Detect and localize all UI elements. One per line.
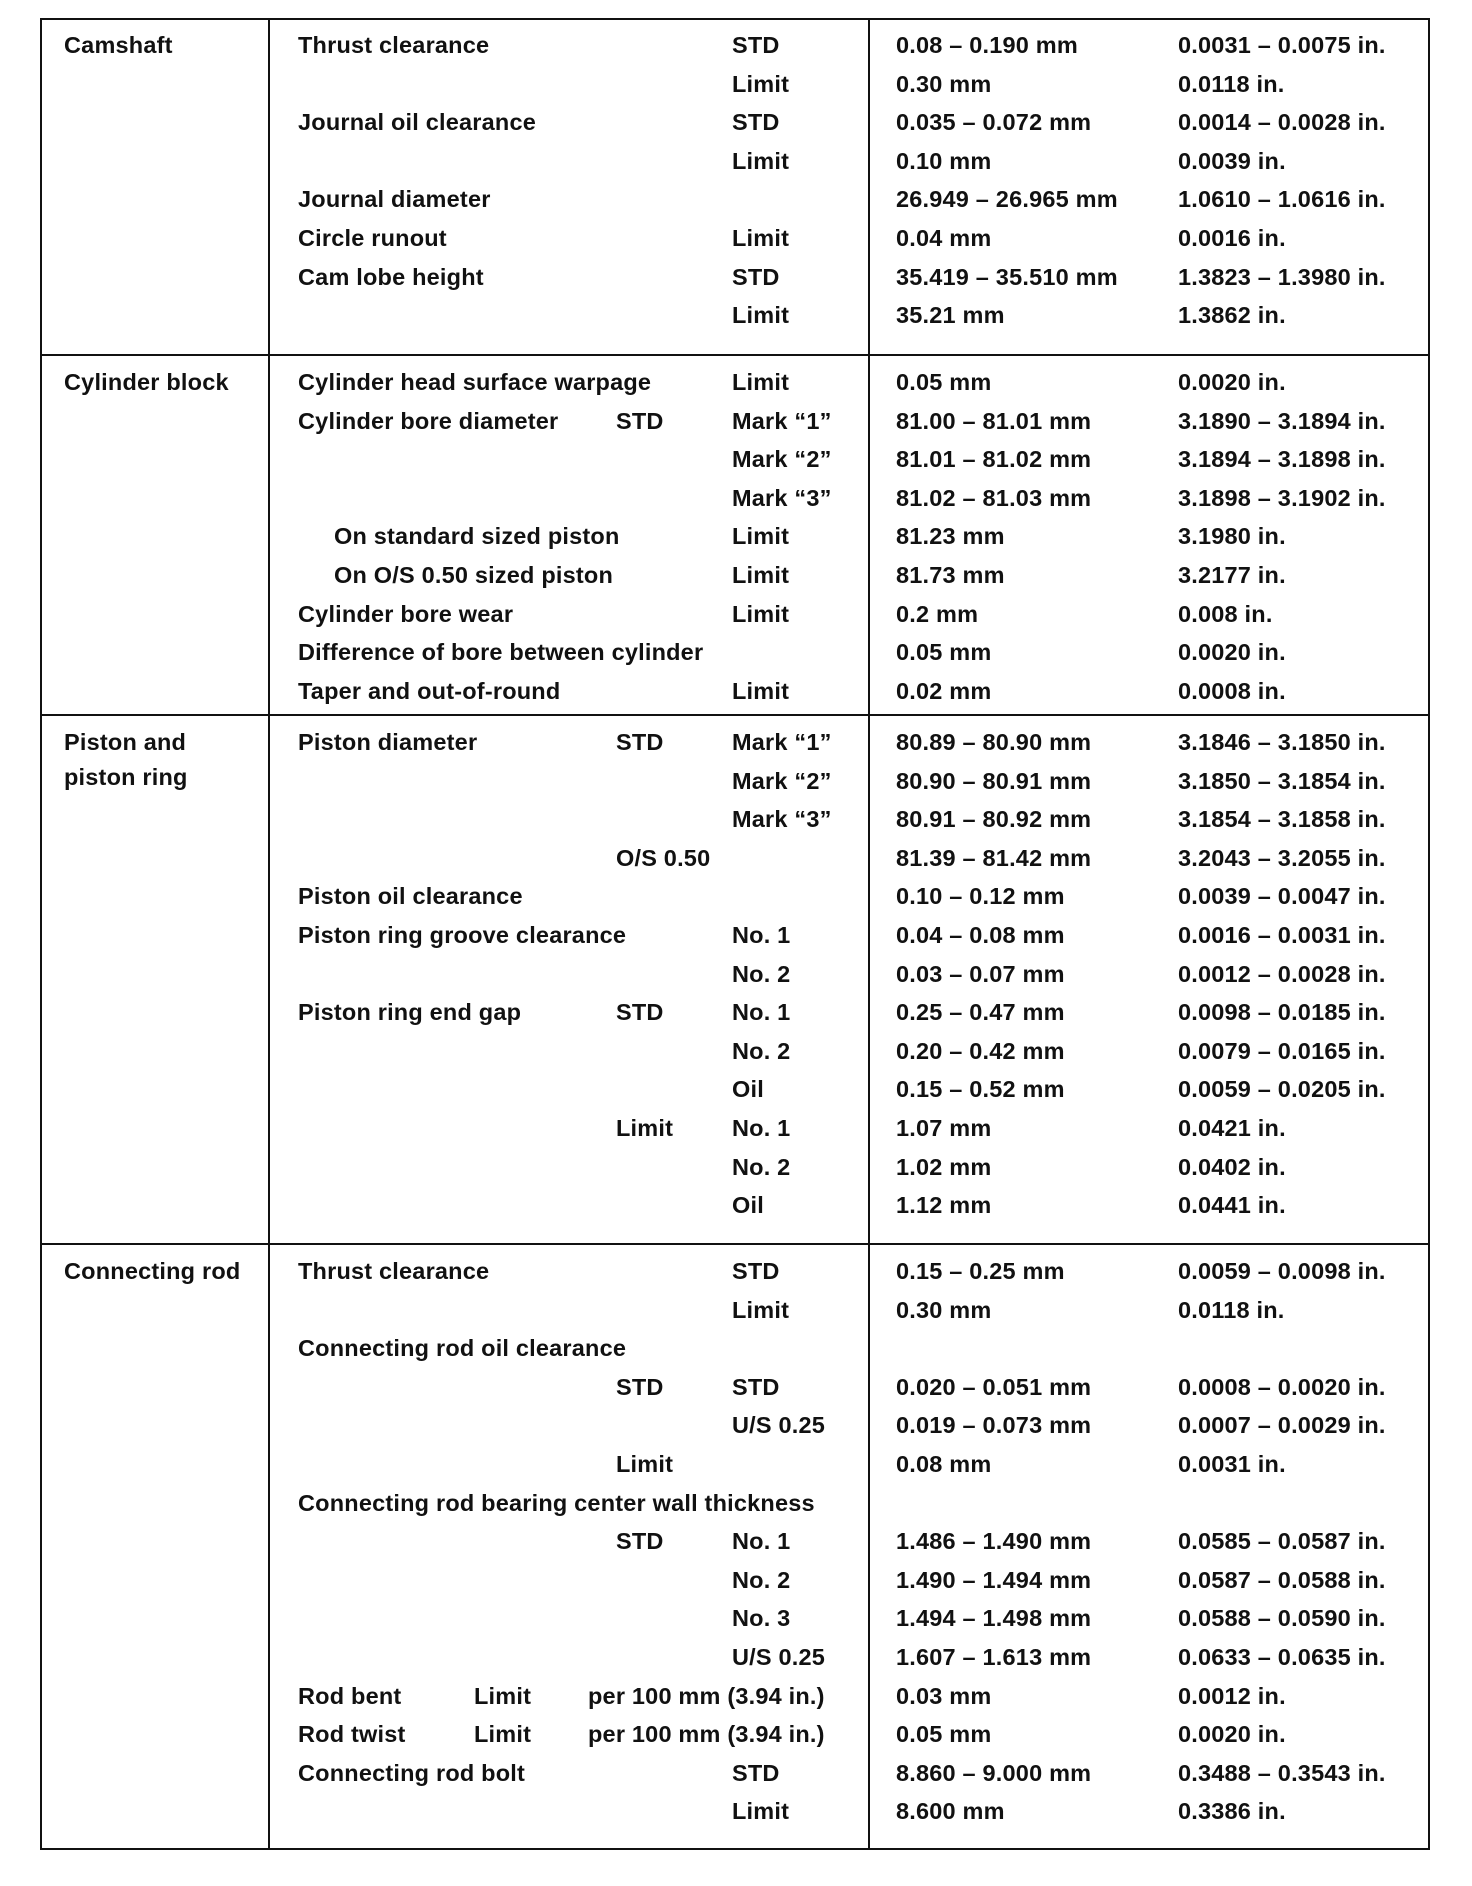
spec-sub-condition: Limit [474,1721,532,1748]
spec-condition: Limit [732,523,790,550]
spec-item-label: Piston ring groove clearance [298,922,627,948]
spec-item-label: Taper and out-of-round [298,677,561,704]
value-column-divider [868,18,870,1848]
spec-item-label: Cylinder bore wear [298,600,514,627]
spec-item-label: Connecting rod oil clearance [298,1335,627,1362]
spec-item-label: On standard sized piston [334,523,620,550]
metric-value: 81.01 – 81.02 mm [896,446,1092,473]
imperial-value: 3.1980 in. [1178,523,1286,550]
spec-item-label: Journal oil clearance [298,109,536,136]
spec-condition: Limit [732,147,790,174]
spec-condition: Limit [732,369,790,395]
imperial-value: 0.3386 in. [1178,1798,1286,1825]
spec-sub-condition: STD [616,1528,664,1555]
metric-value: 0.04 mm [896,225,992,251]
table-border-top [40,18,1430,20]
imperial-value: 0.0633 – 0.0635 in. [1178,1644,1386,1670]
metric-value: 0.30 mm [896,70,992,97]
spec-condition: No. 1 [732,922,791,948]
table-border-left [40,18,42,1850]
metric-value: 0.2 mm [896,600,979,627]
category-column-divider [268,18,270,1848]
spec-condition: No. 1 [732,1115,791,1141]
metric-value: 1.12 mm [896,1192,992,1219]
imperial-value: 0.0059 – 0.0205 in. [1178,1076,1386,1103]
imperial-value: 1.3862 in. [1178,302,1286,329]
metric-value: 81.02 – 81.03 mm [896,484,1092,511]
imperial-value: 3.1894 – 3.1898 in. [1178,446,1386,473]
metric-value: 0.25 – 0.47 mm [896,999,1065,1026]
imperial-value: 0.0118 in. [1178,1296,1285,1323]
spec-sub-condition: Limit [616,1115,674,1141]
imperial-value: 0.0118 in. [1178,70,1285,97]
spec-condition: No. 3 [732,1605,791,1632]
metric-value: 0.03 mm [896,1682,992,1709]
metric-value: 0.15 – 0.52 mm [896,1076,1065,1103]
spec-condition: Mark “2” [732,446,832,473]
spec-condition: U/S 0.25 [732,1412,826,1439]
spec-sub-condition: STD [616,999,664,1026]
imperial-value: 3.1890 – 3.1894 in. [1178,407,1386,434]
imperial-value: 0.0421 in. [1178,1115,1286,1141]
metric-value: 0.03 – 0.07 mm [896,960,1065,987]
spec-item-label: Connecting rod bolt [298,1759,526,1786]
imperial-value: 3.1898 – 3.1902 in. [1178,484,1386,511]
spec-item-label: Thrust clearance [298,1258,490,1284]
metric-value: 0.05 mm [896,1721,992,1748]
imperial-value: 0.0587 – 0.0588 in. [1178,1566,1386,1593]
spec-item-label: Circle runout [298,225,447,251]
spec-item-label: Piston diameter [298,729,478,755]
spec-sub-condition: Limit [474,1682,532,1709]
spec-condition: Limit [732,677,790,704]
table-border-bottom [40,1848,1430,1850]
spec-item-label: Piston oil clearance [298,883,523,910]
imperial-value: 0.0441 in. [1178,1192,1286,1219]
spec-condition: Oil [732,1192,764,1219]
metric-value: 0.019 – 0.073 mm [896,1412,1092,1439]
spec-condition: U/S 0.25 [732,1644,826,1670]
spec-condition: Oil [732,1076,764,1103]
metric-value: 35.21 mm [896,302,1005,329]
metric-value: 1.486 – 1.490 mm [896,1528,1092,1555]
spec-condition: Limit [732,1296,790,1323]
metric-value: 1.02 mm [896,1153,992,1180]
imperial-value: 0.3488 – 0.3543 in. [1178,1759,1386,1786]
spec-condition: STD [732,263,780,290]
metric-value: 0.05 mm [896,369,992,395]
imperial-value: 0.0059 – 0.0098 in. [1178,1258,1386,1284]
spec-sub-condition: STD [616,729,664,755]
category-label: Connecting rod [64,1258,241,1284]
section-divider [40,354,1430,356]
metric-value: 0.10 mm [896,147,992,174]
imperial-value: 0.0020 in. [1178,369,1286,395]
spec-condition: No. 2 [732,1037,791,1064]
imperial-value: 0.0008 – 0.0020 in. [1178,1373,1386,1400]
metric-value: 0.08 – 0.190 mm [896,32,1078,58]
spec-note: per 100 mm (3.94 in.) [588,1682,825,1709]
spec-condition: Limit [732,225,790,251]
imperial-value: 0.0020 in. [1178,1721,1286,1748]
spec-condition: Mark “1” [732,729,832,755]
metric-value: 0.20 – 0.42 mm [896,1037,1065,1064]
spec-condition: Limit [732,562,790,588]
spec-condition: STD [732,1373,780,1400]
imperial-value: 0.0039 – 0.0047 in. [1178,883,1386,910]
metric-value: 8.860 – 9.000 mm [896,1759,1092,1786]
imperial-value: 0.0016 in. [1178,225,1286,251]
spec-condition: Mark “3” [732,806,832,833]
metric-value: 1.07 mm [896,1115,992,1141]
spec-condition: Mark “1” [732,407,832,434]
imperial-value: 0.0402 in. [1178,1153,1286,1180]
metric-value: 1.494 – 1.498 mm [896,1605,1092,1632]
spec-condition: Limit [732,1798,790,1825]
imperial-value: 0.0014 – 0.0028 in. [1178,109,1386,136]
category-label: Piston and [64,729,187,755]
imperial-value: 1.0610 – 1.0616 in. [1178,186,1386,213]
imperial-value: 0.0585 – 0.0587 in. [1178,1528,1386,1555]
imperial-value: 3.2043 – 3.2055 in. [1178,844,1386,871]
spec-condition: No. 1 [732,999,791,1026]
spec-item-label: Piston ring end gap [298,999,522,1026]
category-label: Camshaft [64,32,173,58]
imperial-value: 0.0031 – 0.0075 in. [1178,32,1386,58]
spec-item-label: Thrust clearance [298,32,490,58]
metric-value: 0.02 mm [896,677,992,704]
metric-value: 35.419 – 35.510 mm [896,263,1118,290]
metric-value: 0.04 – 0.08 mm [896,922,1065,948]
imperial-value: 0.0039 in. [1178,147,1286,174]
section-divider [40,714,1430,716]
spec-item-label: Cam lobe height [298,263,484,290]
imperial-value: 3.1850 – 3.1854 in. [1178,767,1386,794]
metric-value: 8.600 mm [896,1798,1005,1825]
metric-value: 0.30 mm [896,1296,992,1323]
spec-condition: STD [732,1759,780,1786]
spec-condition: STD [732,1258,780,1284]
spec-condition: No. 2 [732,960,791,987]
imperial-value: 0.0016 – 0.0031 in. [1178,922,1386,948]
metric-value: 0.020 – 0.051 mm [896,1373,1092,1400]
imperial-value: 0.0031 in. [1178,1451,1286,1477]
metric-value: 0.035 – 0.072 mm [896,109,1092,136]
imperial-value: 3.1854 – 3.1858 in. [1178,806,1386,833]
spec-condition: Limit [732,302,790,329]
imperial-value: 0.0012 – 0.0028 in. [1178,960,1386,987]
metric-value: 81.23 mm [896,523,1005,550]
spec-condition: STD [732,32,780,58]
spec-sub-condition: STD [616,1373,664,1400]
spec-sub-condition: O/S 0.50 [616,844,711,871]
imperial-value: 0.008 in. [1178,600,1273,627]
spec-condition: Mark “2” [732,767,832,794]
metric-value: 80.89 – 80.90 mm [896,729,1092,755]
spec-item-label: Difference of bore between cylinder [298,639,704,666]
spec-item-label: Rod bent [298,1682,402,1709]
table-border-right [1428,18,1430,1850]
imperial-value: 0.0079 – 0.0165 in. [1178,1037,1386,1064]
spec-sub-condition: Limit [616,1451,674,1477]
category-label: Cylinder block [64,369,229,395]
imperial-value: 0.0020 in. [1178,639,1286,666]
metric-value: 1.607 – 1.613 mm [896,1644,1092,1670]
imperial-value: 0.0012 in. [1178,1682,1286,1709]
imperial-value: 0.0008 in. [1178,677,1286,704]
metric-value: 0.08 mm [896,1451,992,1477]
metric-value: 0.15 – 0.25 mm [896,1258,1065,1284]
spec-condition: Limit [732,70,790,97]
spec-item-label: On O/S 0.50 sized piston [334,562,614,588]
section-divider [40,1243,1430,1245]
metric-value: 0.10 – 0.12 mm [896,883,1065,910]
spec-item-label: Connecting rod bearing center wall thickness [298,1489,815,1516]
metric-value: 80.90 – 80.91 mm [896,767,1092,794]
spec-item-label: Journal diameter [298,186,491,213]
metric-value: 80.91 – 80.92 mm [896,806,1092,833]
spec-item-label: Rod twist [298,1721,406,1748]
imperial-value: 0.0588 – 0.0590 in. [1178,1605,1386,1632]
spec-item-label: Cylinder bore diameter [298,407,559,434]
spec-condition: Mark “3” [732,484,832,511]
imperial-value: 1.3823 – 1.3980 in. [1178,263,1386,290]
metric-value: 0.05 mm [896,639,992,666]
spec-condition: STD [732,109,780,136]
metric-value: 81.39 – 81.42 mm [896,844,1092,871]
spec-condition: Limit [732,600,790,627]
spec-condition: No. 1 [732,1528,791,1555]
metric-value: 26.949 – 26.965 mm [896,186,1118,213]
imperial-value: 0.0007 – 0.0029 in. [1178,1412,1386,1439]
imperial-value: 0.0098 – 0.0185 in. [1178,999,1386,1026]
category-label: piston ring [64,764,188,790]
imperial-value: 3.2177 in. [1178,562,1286,588]
spec-condition: No. 2 [732,1566,791,1593]
spec-condition: No. 2 [732,1153,791,1180]
imperial-value: 3.1846 – 3.1850 in. [1178,729,1386,755]
spec-sub-condition: STD [616,407,664,434]
spec-note: per 100 mm (3.94 in.) [588,1721,825,1748]
spec-item-label: Cylinder head surface warpage [298,369,652,395]
metric-value: 81.73 mm [896,562,1005,588]
metric-value: 81.00 – 81.01 mm [896,407,1092,434]
metric-value: 1.490 – 1.494 mm [896,1566,1092,1593]
